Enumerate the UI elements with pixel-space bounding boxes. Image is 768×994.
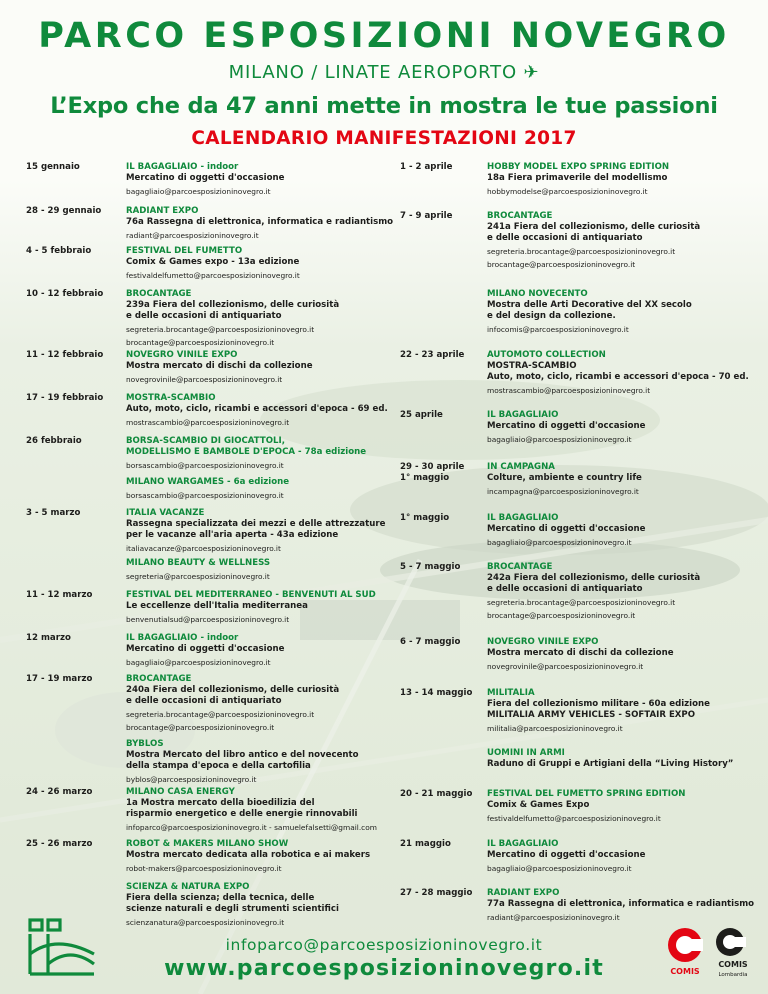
event-details — [126, 590, 416, 625]
event-details — [126, 674, 416, 733]
event-details — [487, 748, 768, 770]
event-email[interactable]: brocantage@parcoesposizioninovegro.it — [126, 723, 275, 732]
comis-logo-icon — [665, 925, 705, 979]
comis-lombardia-logo-sub: Lombardia — [718, 972, 748, 978]
event-title: IL BAGAGLIAIO — [487, 513, 559, 523]
event-date: 7 - 9 aprile — [400, 211, 453, 221]
event-description: Mercatino di oggetti d'occasione — [487, 421, 646, 431]
event-description: Raduno di Gruppi e Artigiani della “Living History” — [487, 759, 734, 769]
event-title: MILITALIA — [487, 688, 535, 698]
event-description: risparmio energetico e delle energie rinnovabili — [126, 809, 358, 819]
event-date: 6 - 7 maggio — [400, 637, 461, 647]
event-description: Mercatino di oggetti d'occasione — [487, 524, 646, 534]
event-date: 29 - 30 aprile 1° maggio — [400, 462, 465, 483]
event-description: Mercatino di oggetti d'occasione — [126, 173, 285, 183]
event-description: Mostra mercato dedicata alla robotica e ai makers — [126, 850, 371, 860]
event-details — [487, 562, 768, 621]
event-email[interactable]: bagagliaio@parcoesposizioninovegro.it — [126, 658, 271, 667]
event-email[interactable]: radiant@parcoesposizioninovegro.it — [487, 913, 620, 922]
event-description: 1a Mostra mercato della bioedilizia del — [126, 798, 315, 808]
event-details — [487, 637, 768, 672]
event-email[interactable]: novegrovinile@parcoesposizioninovegro.it — [126, 375, 283, 384]
event-date: 25 - 26 marzo — [26, 839, 93, 849]
event-email[interactable]: segreteria.brocantage@parcoesposizioninovegro.it — [126, 325, 315, 334]
event-date: 11 - 12 febbraio — [26, 350, 104, 360]
event-description: Comix & Games Expo — [487, 800, 590, 810]
event-description: Rassegna specializzata dei mezzi e delle attrezzature — [126, 519, 386, 529]
event-title: MODELLISMO E BAMBOLE D'EPOCA - 78a edizione — [126, 447, 367, 457]
event-description: Comix & Games expo - 13a edizione — [126, 257, 300, 267]
event-title: BROCANTAGE — [126, 289, 192, 299]
event-title: FESTIVAL DEL MEDITERRANEO - BENVENUTI AL SUD — [126, 590, 376, 600]
event-details — [126, 477, 416, 501]
event-email[interactable]: brocantage@parcoesposizioninovegro.it — [487, 260, 636, 269]
event-email[interactable]: infocomis@parcoesposizioninovegro.it — [487, 325, 629, 334]
event-email[interactable]: borsascambio@parcoesposizioninovegro.it — [126, 491, 284, 500]
event-details — [487, 839, 768, 874]
event-details — [487, 211, 768, 270]
event-date: 4 - 5 febbraio — [26, 246, 92, 256]
event-details — [487, 888, 768, 923]
event-description: Mostra Mercato del libro antico e del novecento — [126, 750, 359, 760]
event-email[interactable]: mostrascambio@parcoesposizioninovegro.it — [126, 418, 290, 427]
event-description: e delle occasioni di antiquariato — [126, 696, 282, 706]
event-details — [487, 162, 768, 197]
event-email[interactable]: hobbymodelse@parcoesposizioninovegro.it — [487, 187, 648, 196]
event-date: 3 - 5 marzo — [26, 508, 81, 518]
event-details — [487, 462, 768, 497]
event-description: Colture, ambiente e country life — [487, 473, 642, 483]
event-title: IL BAGAGLIAIO — [487, 839, 559, 849]
event-date: 13 - 14 maggio — [400, 688, 473, 698]
event-description: Fiera del collezionismo militare - 60a edizione — [487, 699, 710, 709]
event-title: FESTIVAL DEL FUMETTO SPRING EDITION — [487, 789, 686, 799]
event-title: IN CAMPAGNA — [487, 462, 555, 472]
event-title: NOVEGRO VINILE EXPO — [126, 350, 238, 360]
event-email[interactable]: segreteria.brocantage@parcoesposizioninovegro.it — [487, 598, 676, 607]
event-date: 21 maggio — [400, 839, 451, 849]
page-title: PARCO ESPOSIZIONI NOVEGRO — [38, 16, 730, 56]
event-title: RADIANT EXPO — [487, 888, 560, 898]
event-date: 17 - 19 marzo — [26, 674, 93, 684]
event-email[interactable]: segreteria@parcoesposizioninovegro.it — [126, 572, 270, 581]
event-description: 241a Fiera del collezionismo, delle curiosità — [487, 222, 701, 232]
event-details — [126, 393, 416, 428]
event-description: Mostra delle Arti Decorative del XX secolo — [487, 300, 692, 310]
event-description: 77a Rassegna di elettronica, informatica e radiantismo — [487, 899, 755, 909]
event-details — [126, 787, 416, 833]
event-date: 25 aprile — [400, 410, 443, 420]
event-description: 240a Fiera del collezionismo, delle curiosità — [126, 685, 340, 695]
event-details — [126, 633, 416, 668]
event-email[interactable]: segreteria.brocantage@parcoesposizioninovegro.it — [126, 710, 315, 719]
event-description: Mercatino di oggetti d'occasione — [126, 644, 285, 654]
comis-logo-label: COMIS — [670, 967, 700, 976]
event-title: BORSA-SCAMBIO DI GIOCATTOLI, — [126, 436, 285, 446]
event-details — [126, 206, 416, 241]
event-description: e del design da collezione. — [487, 311, 616, 321]
event-title: MILANO BEAUTY & WELLNESS — [126, 558, 271, 568]
event-email[interactable]: italiavacanze@parcoesposizioninovegro.it — [126, 544, 281, 553]
event-title: BROCANTAGE — [487, 562, 553, 572]
event-email[interactable]: bagagliaio@parcoesposizioninovegro.it — [487, 864, 632, 873]
comis-lombardia-logo-icon — [712, 925, 754, 979]
event-date: 24 - 26 marzo — [26, 787, 93, 797]
event-date: 5 - 7 maggio — [400, 562, 461, 572]
event-details — [126, 350, 416, 385]
event-title: IL BAGAGLIAIO - indoor — [126, 162, 239, 172]
event-details — [126, 436, 416, 471]
event-description: per le vacanze all'aria aperta - 43a edizione — [126, 530, 339, 540]
footer-website[interactable]: www.parcoesposizioninovegro.it — [164, 956, 604, 981]
event-title: SCIENZA & NATURA EXPO — [126, 882, 250, 892]
event-email[interactable]: byblos@parcoesposizioninovegro.it — [126, 775, 257, 784]
event-date: 22 - 23 aprile — [400, 350, 465, 360]
event-description: 239a Fiera del collezionismo, delle curiosità — [126, 300, 340, 310]
event-description: Mostra mercato di dischi da collezione — [126, 361, 313, 371]
event-description: Auto, moto, ciclo, ricambi e accessori d'epoca - 70 ed. — [487, 372, 749, 382]
event-details — [126, 508, 416, 554]
event-description: 76a Rassegna di elettronica, informatica e radiantismo — [126, 217, 394, 227]
calendar-title: CALENDARIO MANIFESTAZIONI 2017 — [191, 128, 577, 149]
event-email[interactable]: scienzanatura@parcoesposizioninovegro.it — [126, 918, 285, 927]
event-description: Mostra mercato di dischi da collezione — [487, 648, 674, 658]
event-description: 18a Fiera primaverile del modellismo — [487, 173, 668, 183]
event-title: ROBOT & MAKERS MILANO SHOW — [126, 839, 289, 849]
comis-lombardia-logo-label: COMIS — [718, 960, 748, 969]
footer-email[interactable]: infoparco@parcoesposizioninovegro.it — [225, 936, 543, 954]
event-email[interactable]: brocantage@parcoesposizioninovegro.it — [126, 338, 275, 347]
event-email[interactable]: benvenutialsud@parcoesposizioninovegro.it — [126, 615, 290, 624]
event-details — [126, 839, 416, 874]
event-description: 242a Fiera del collezionismo, delle curiosità — [487, 573, 701, 583]
event-date: 20 - 21 maggio — [400, 789, 473, 799]
event-email[interactable]: segreteria.brocantage@parcoesposizioninovegro.it — [487, 247, 676, 256]
event-date: 11 - 12 marzo — [26, 590, 93, 600]
event-title: MILANO NOVECENTO — [487, 289, 588, 299]
event-details — [487, 350, 768, 396]
event-date: 28 - 29 gennaio — [26, 206, 102, 216]
event-title: MOSTRA-SCAMBIO — [126, 393, 216, 403]
event-title: MILANO CASA ENERGY — [126, 787, 235, 797]
event-details — [126, 289, 416, 348]
event-email[interactable]: brocantage@parcoesposizioninovegro.it — [487, 611, 636, 620]
event-date: 17 - 19 febbraio — [26, 393, 104, 403]
event-title: UOMINI IN ARMI — [487, 748, 565, 758]
event-email[interactable]: bagagliaio@parcoesposizioninovegro.it — [487, 435, 632, 444]
event-description: e delle occasioni di antiquariato — [126, 311, 282, 321]
event-date: 10 - 12 febbraio — [26, 289, 104, 299]
event-date: 26 febbraio — [26, 436, 82, 446]
event-title: NOVEGRO VINILE EXPO — [487, 637, 599, 647]
event-title: IL BAGAGLIAIO — [487, 410, 559, 420]
event-details — [487, 410, 768, 445]
event-details — [126, 558, 416, 582]
location-subtitle: MILANO / LINATE AEROPORTO ✈ — [228, 62, 540, 83]
event-description: e delle occasioni di antiquariato — [487, 233, 643, 243]
event-title: IL BAGAGLIAIO - indoor — [126, 633, 239, 643]
event-email[interactable]: novegrovinile@parcoesposizioninovegro.it — [487, 662, 644, 671]
event-description: Mercatino di oggetti d'occasione — [487, 850, 646, 860]
event-date: 1 - 2 aprile — [400, 162, 453, 172]
event-details — [487, 289, 768, 335]
event-description: Le eccellenze dell'Italia mediterranea — [126, 601, 308, 611]
event-description: della stampa d'epoca e della cartofilia — [126, 761, 311, 771]
event-email[interactable]: bagagliaio@parcoesposizioninovegro.it — [126, 187, 271, 196]
event-title: AUTOMOTO COLLECTION — [487, 350, 606, 360]
event-date: 27 - 28 maggio — [400, 888, 473, 898]
event-description: scienze naturali e degli strumenti scientifici — [126, 904, 339, 914]
event-details — [126, 882, 416, 928]
event-email[interactable]: bagagliaio@parcoesposizioninovegro.it — [487, 538, 632, 547]
event-title: BROCANTAGE — [487, 211, 553, 221]
event-title: BROCANTAGE — [126, 674, 192, 684]
event-description: Auto, moto, ciclo, ricambi e accessori d'epoca - 69 ed. — [126, 404, 388, 414]
event-title: HOBBY MODEL EXPO SPRING EDITION — [487, 162, 670, 172]
event-title: ITALIA VACANZE — [126, 508, 205, 518]
tagline: L’Expo che da 47 anni mette in mostra le tue passioni — [50, 93, 718, 119]
event-email[interactable]: festivaldelfumetto@parcoesposizioninovegro.it — [487, 814, 661, 823]
event-description: Fiera della scienza; della tecnica, delle — [126, 893, 315, 903]
event-email[interactable]: infoparco@parcoesposizioninovegro.it - samuelefalsetti@gmail.com — [126, 823, 377, 832]
event-date: 12 marzo — [26, 633, 71, 643]
event-date: 1° maggio — [400, 513, 450, 523]
event-email[interactable]: radiant@parcoesposizioninovegro.it — [126, 231, 259, 240]
event-details — [126, 739, 416, 785]
event-title: FESTIVAL DEL FUMETTO — [126, 246, 243, 256]
event-details — [487, 513, 768, 548]
event-title: MILANO WARGAMES - 6a edizione — [126, 477, 290, 487]
event-details — [126, 162, 416, 197]
event-details — [487, 688, 768, 734]
event-date: 15 gennaio — [26, 162, 80, 172]
event-title: BYBLOS — [126, 739, 164, 749]
event-title: MOSTRA-SCAMBIO — [487, 361, 577, 371]
event-email[interactable]: militalia@parcoesposizioninovegro.it — [487, 724, 623, 733]
event-email[interactable]: mostrascambio@parcoesposizioninovegro.it — [487, 386, 651, 395]
event-email[interactable]: borsascambio@parcoesposizioninovegro.it — [126, 461, 284, 470]
event-email[interactable]: incampagna@parcoesposizioninovegro.it — [487, 487, 639, 496]
event-title: RADIANT EXPO — [126, 206, 199, 216]
event-details — [126, 246, 416, 281]
event-description: e delle occasioni di antiquariato — [487, 584, 643, 594]
event-description: MILITALIA ARMY VEHICLES - SOFTAIR EXPO — [487, 710, 696, 720]
event-email[interactable]: festivaldelfumetto@parcoesposizioninovegro.it — [126, 271, 300, 280]
event-details — [487, 789, 768, 824]
event-email[interactable]: robot-makers@parcoesposizioninovegro.it — [126, 864, 282, 873]
